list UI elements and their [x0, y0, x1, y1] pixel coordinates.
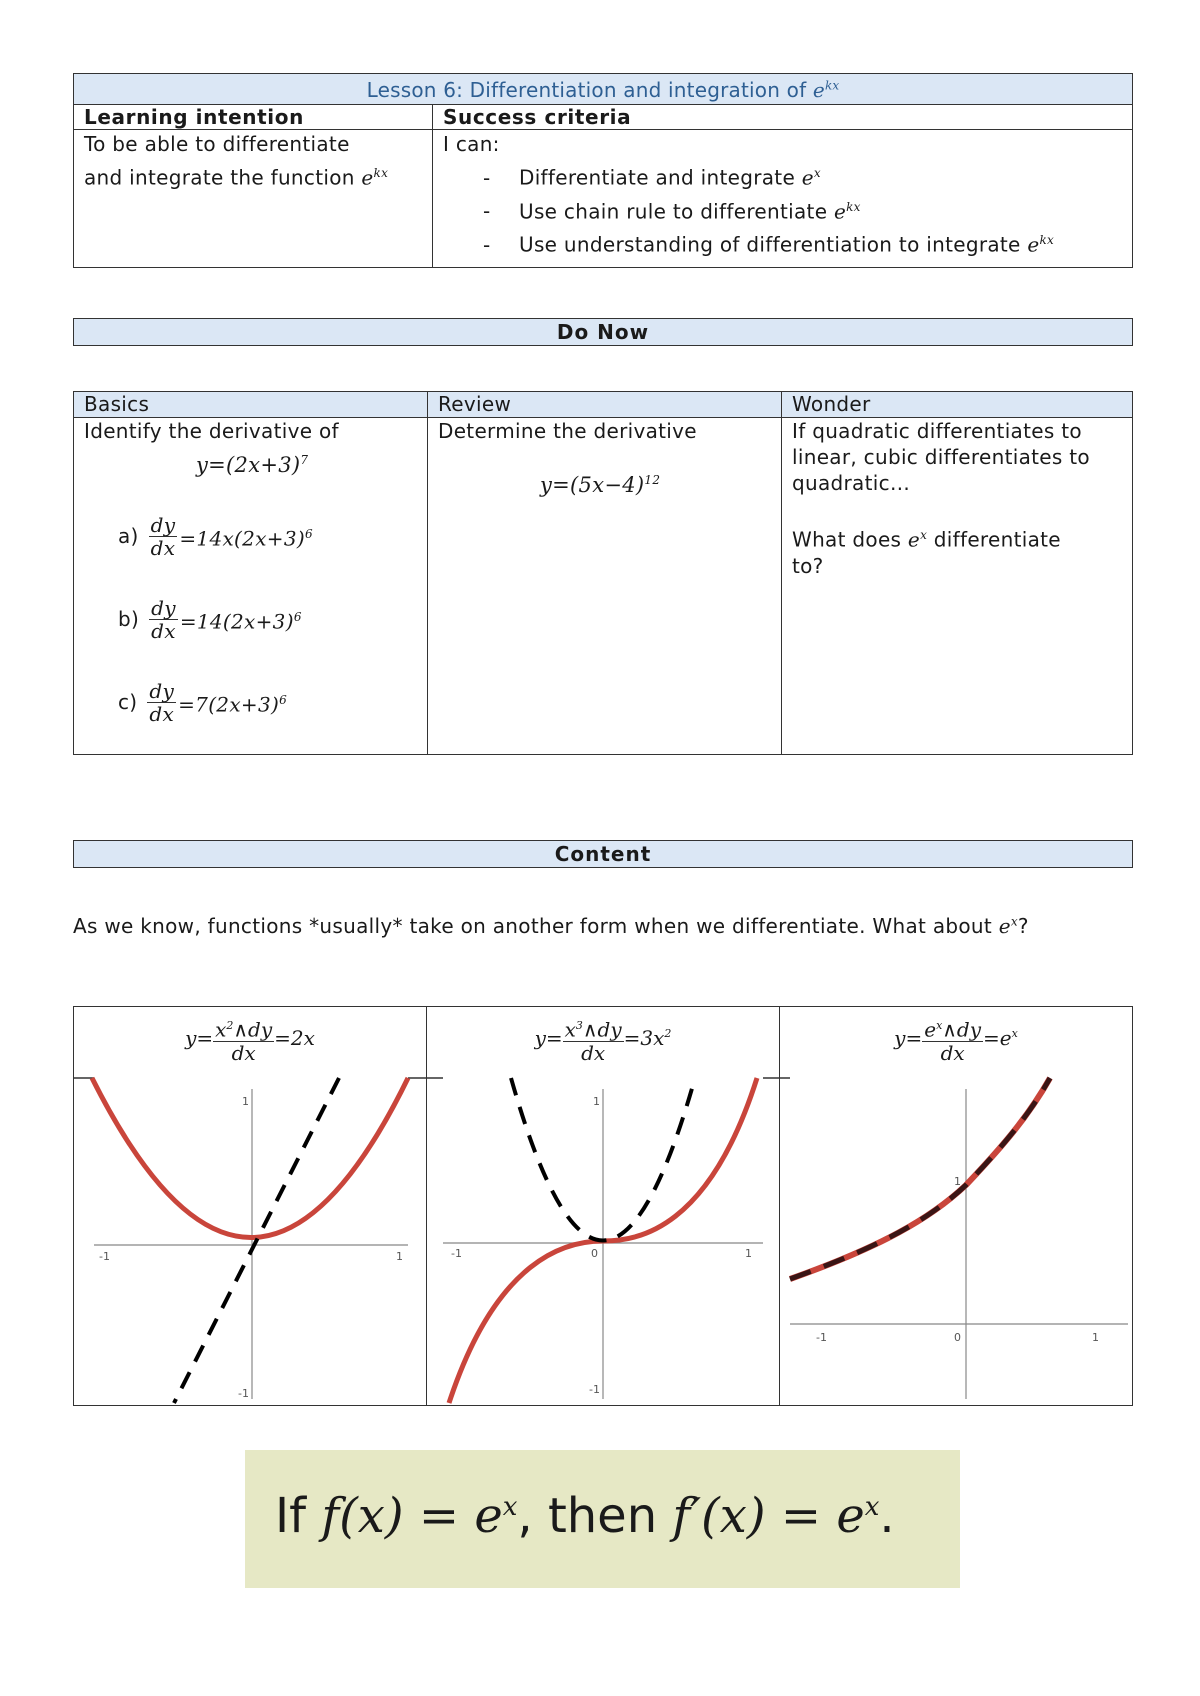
graph-quadratic-plot — [74, 1007, 427, 1406]
learning-line-2-text: and integrate the function — [84, 165, 362, 190]
eq-num-rest: ∧dy — [942, 1017, 982, 1042]
criterion-dash: - — [483, 232, 491, 257]
learning-line-1: To be able to differentiate — [84, 132, 350, 156]
learning-sup: kx — [373, 166, 389, 180]
eq-den: dx — [231, 1040, 256, 1065]
criterion-text: Differentiate and integrate — [519, 165, 802, 190]
content-intro-text: As we know, functions *usually* take on another form when we differentiate. What about — [73, 914, 999, 938]
criterion-sup: kx — [1039, 233, 1055, 248]
option-label: c) — [118, 690, 138, 714]
eq-num-base: x — [215, 1017, 227, 1042]
tick-top: 1 — [242, 1095, 249, 1108]
column-wonder: Wonder — [782, 392, 1133, 418]
option-a[interactable] — [118, 514, 313, 559]
eq-rhs: =2x — [274, 1025, 315, 1050]
frac-den: dx — [150, 536, 176, 560]
criterion-math: e — [833, 199, 847, 224]
option-rhs-sup: 6 — [293, 609, 302, 624]
eq-rhs-sup: 2 — [664, 1027, 672, 1041]
content-bar: Content — [73, 840, 1133, 868]
column-basics: Basics — [74, 392, 428, 418]
dy-dx-fraction — [147, 680, 176, 725]
tick-bottom: -1 — [238, 1387, 249, 1400]
eq-rhs: =3x — [623, 1025, 665, 1050]
lesson-header-table — [73, 73, 1133, 268]
tick-top: 1 — [954, 1175, 961, 1188]
content-intro-end: ? — [1017, 914, 1029, 938]
lesson-title-text: Lesson 6: Differentiation and integration of — [366, 78, 813, 102]
option-rhs-text: =14x(2x+3) — [179, 526, 305, 551]
basics-equation-sup: 7 — [300, 453, 309, 467]
option-rhs-text: =14(2x+3) — [179, 609, 294, 634]
curve-derivative — [790, 1078, 1050, 1279]
graph-cubic — [426, 1006, 780, 1406]
curve-function — [92, 1078, 408, 1238]
tick-left: -1 — [816, 1331, 827, 1344]
column-review: Review — [428, 392, 782, 418]
criterion-text: Use chain rule to differentiate — [519, 199, 834, 224]
eq-rhs: =e — [983, 1025, 1012, 1050]
dy-dx-fraction — [149, 514, 178, 559]
wonder-line-3: quadratic… — [792, 471, 911, 495]
option-rhs-sup: 6 — [304, 526, 313, 541]
dy-dx-fraction — [149, 597, 178, 642]
tick-right: 1 — [745, 1247, 752, 1260]
frac-den: dx — [151, 619, 176, 643]
option-rhs-text: =7(2x+3) — [178, 692, 280, 717]
criterion-2 — [443, 193, 1122, 227]
frac-num: dy — [150, 513, 176, 537]
eq-num-sup: 3 — [575, 1019, 583, 1032]
eq-rhs-sup: x — [1011, 1027, 1018, 1041]
eq-lhs: y= — [534, 1025, 563, 1050]
tick-origin: 0 — [591, 1247, 598, 1260]
option-c[interactable] — [118, 680, 287, 725]
learning-intention-cell — [74, 130, 433, 268]
lesson-title — [74, 74, 1133, 105]
key-result-end: . — [879, 1488, 895, 1544]
eq-lhs: y= — [185, 1025, 214, 1050]
key-result-fx-sup: x — [502, 1492, 518, 1522]
review-prompt: Determine the derivative — [438, 419, 697, 443]
key-result-fpx: f′(x) = e — [672, 1488, 865, 1544]
content-intro-math: e — [998, 914, 1011, 938]
wonder-sup: x — [920, 528, 928, 542]
learning-line-2 — [84, 159, 422, 193]
eq-num-sup: 2 — [226, 1019, 234, 1032]
wonder-line-1: If quadratic differentiates to — [792, 419, 1082, 443]
basics-equation-text: y=(2x+3) — [196, 453, 301, 477]
option-rhs-sup: 6 — [279, 692, 288, 707]
basics-equation — [84, 444, 417, 481]
do-now-table — [73, 391, 1133, 755]
learning-math: e — [361, 165, 374, 190]
wonder-line-5: to? — [792, 553, 824, 578]
eq-num-rest: ∧dy — [233, 1017, 273, 1042]
option-rhs — [179, 520, 313, 554]
option-rhs — [180, 603, 302, 637]
frac-num: dy — [149, 679, 175, 703]
content-intro-sup: x — [1010, 914, 1018, 929]
tick-left: -1 — [451, 1247, 462, 1260]
wonder-line-2: linear, cubic differentiates to — [792, 445, 1090, 469]
key-result-text — [275, 1488, 895, 1544]
eq-den: dx — [581, 1040, 606, 1065]
wonder-cell — [782, 418, 1133, 755]
graph-exponential-plot — [780, 1007, 1133, 1406]
frac-num: dy — [151, 596, 176, 620]
learning-intention-heading: Learning intention — [74, 105, 433, 130]
success-criteria-cell — [433, 130, 1133, 268]
tick-left: -1 — [99, 1250, 110, 1263]
review-cell — [428, 418, 782, 755]
lesson-title-math: e — [812, 78, 825, 102]
criterion-text: Use understanding of differentiation to integrate — [519, 232, 1028, 257]
option-rhs — [178, 686, 287, 720]
option-label: b) — [118, 607, 140, 631]
lesson-title-sup: kx — [824, 78, 840, 93]
curve-function — [790, 1078, 1050, 1279]
eq-lhs: y= — [894, 1025, 923, 1050]
wonder-line-4 — [792, 522, 1122, 553]
review-equation — [438, 444, 771, 500]
tick-right: 1 — [1092, 1331, 1099, 1344]
tick-origin: 0 — [954, 1331, 961, 1344]
graph-cubic-plot — [427, 1007, 780, 1406]
eq-num-base: x — [564, 1017, 576, 1042]
can-label: I can: — [443, 132, 500, 156]
wonder-line-4-post: differentiate — [927, 527, 1061, 552]
eq-den: dx — [940, 1040, 965, 1065]
criterion-3 — [443, 226, 1122, 260]
criterion-math: e — [1027, 232, 1040, 257]
graph-quadratic — [73, 1006, 427, 1406]
review-equation-sup: 12 — [644, 473, 661, 487]
basics-cell — [74, 418, 428, 755]
eq-num-base: e — [924, 1017, 937, 1042]
wonder-line-4-pre: What does — [792, 527, 908, 552]
content-intro — [73, 914, 1029, 938]
key-result-fx: f(x) = e — [321, 1488, 503, 1544]
tick-right: 1 — [396, 1250, 403, 1263]
tick-bottom: -1 — [589, 1383, 600, 1396]
review-equation-text: y=(5x−4) — [540, 473, 645, 497]
key-result-pre: If — [275, 1488, 322, 1544]
eq-num-rest: ∧dy — [582, 1017, 622, 1042]
key-result-box — [245, 1450, 960, 1588]
graph-exponential — [779, 1006, 1133, 1406]
wonder-math: e — [907, 527, 921, 552]
eq-num-sup: x — [936, 1019, 943, 1032]
frac-den: dx — [149, 702, 175, 726]
criterion-sup: x — [813, 166, 821, 180]
do-now-bar: Do Now — [73, 318, 1133, 346]
key-result-fpx-sup: x — [864, 1492, 880, 1522]
curve-derivative — [174, 1078, 339, 1403]
option-label: a) — [118, 524, 139, 548]
criterion-math: e — [801, 165, 814, 190]
criterion-dash: - — [483, 165, 491, 190]
criterion-1 — [443, 159, 1122, 193]
criterion-dash: - — [483, 199, 491, 224]
criterion-sup: kx — [846, 199, 861, 214]
option-b[interactable] — [118, 597, 302, 642]
basics-prompt: Identify the derivative of — [84, 419, 339, 443]
tick-top: 1 — [593, 1095, 600, 1108]
success-criteria-heading: Success criteria — [433, 105, 1133, 130]
key-result-mid: , then — [517, 1488, 673, 1544]
